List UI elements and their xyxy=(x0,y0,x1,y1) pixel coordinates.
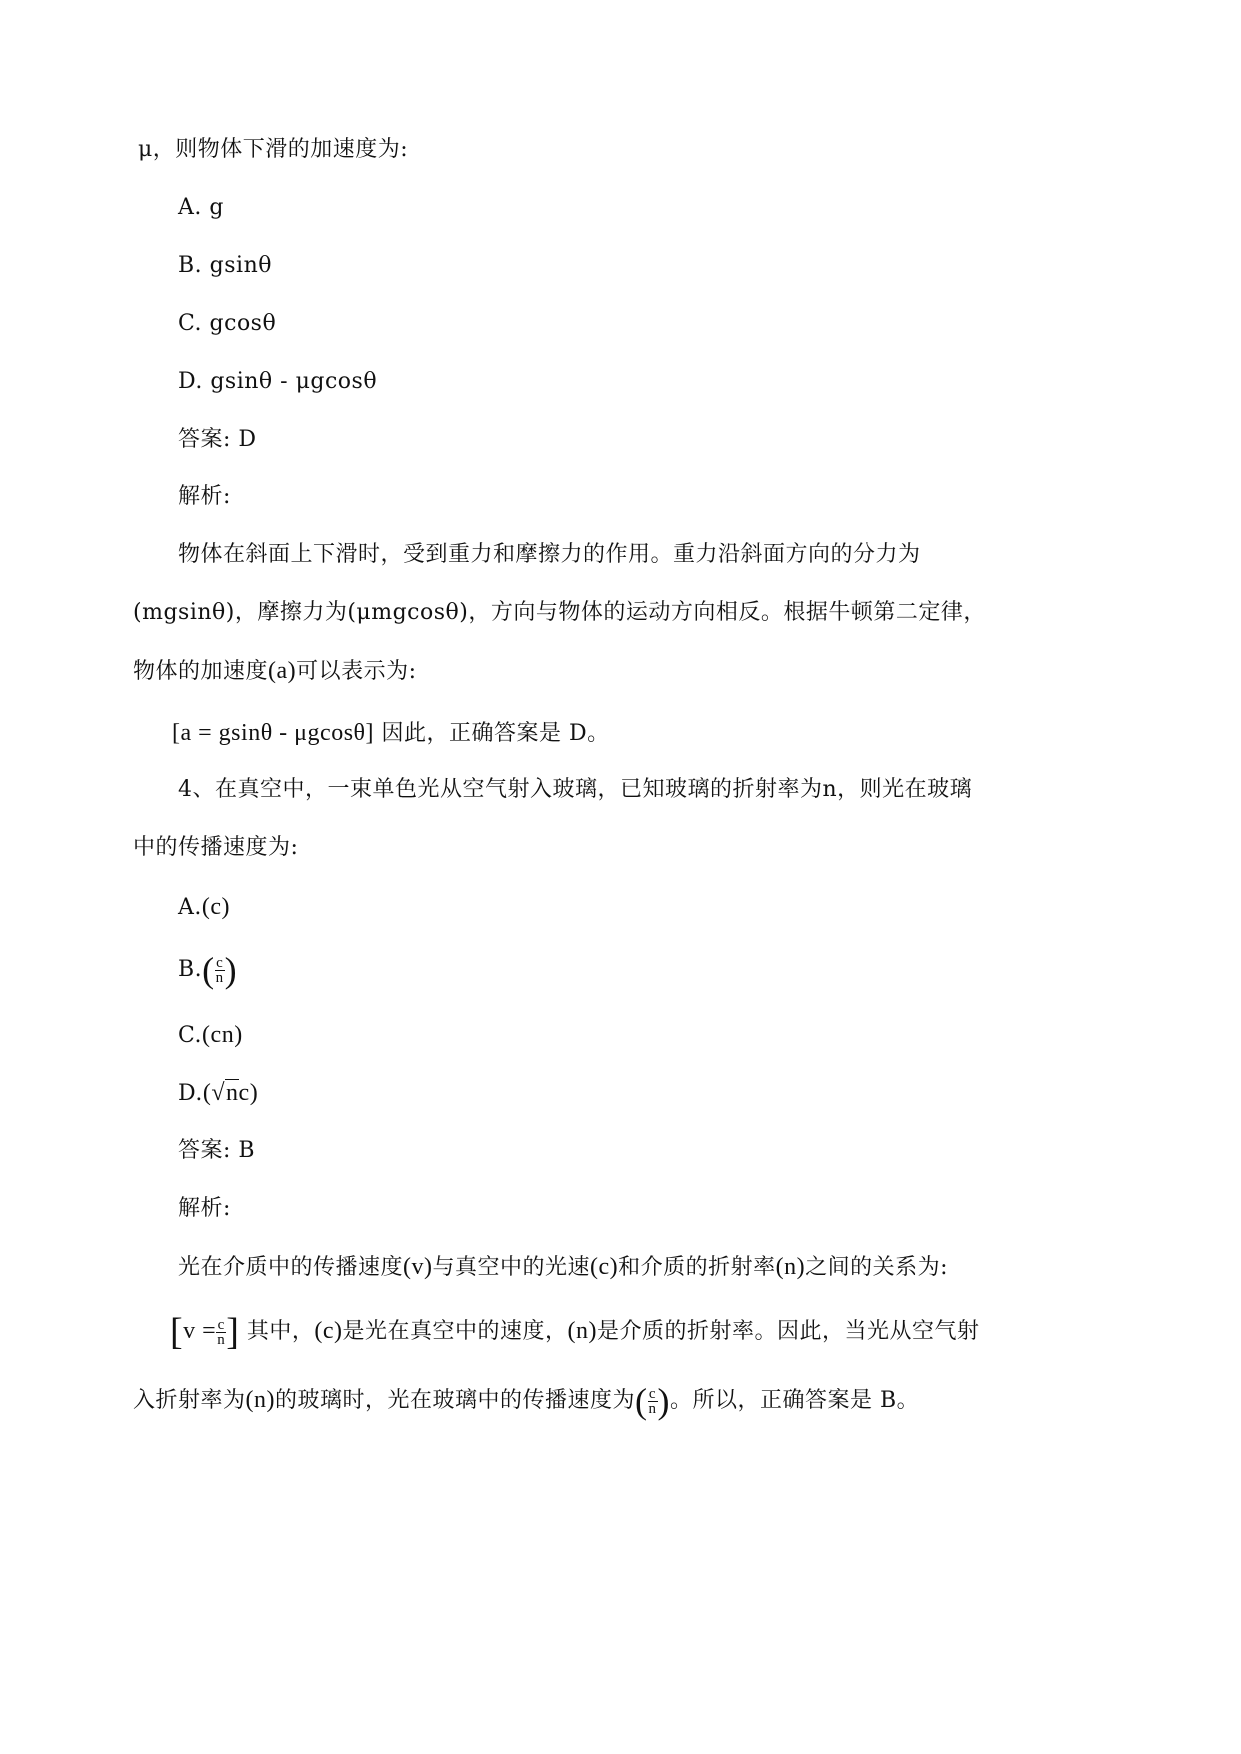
q4-analysis-line2-b: 是光在真空中的速度， xyxy=(342,1319,568,1344)
q4-line3-rparen: ) xyxy=(657,1381,671,1421)
q4-option-d xyxy=(178,1078,258,1109)
q4-option-b-label: B. xyxy=(178,957,203,982)
q4-analysis-line1-e: 之间的关系为: xyxy=(805,1255,949,1280)
q3-option-a: A. g xyxy=(178,195,224,220)
q4-option-d-tail: c xyxy=(238,1080,250,1106)
q4-option-c xyxy=(178,1020,243,1051)
q4-formula-rbracket: ] xyxy=(226,1311,240,1353)
q4-option-b-fraction xyxy=(215,956,225,985)
q4-line3-den: n xyxy=(648,1400,657,1417)
q4-analysis-line2-d: 是介质的折射率。因此，当光从空气射 xyxy=(597,1319,980,1344)
q4-formula-lhs: v = xyxy=(183,1318,217,1344)
q4-option-a xyxy=(178,892,230,923)
q3-option-d: D. gsinθ - μgcosθ xyxy=(178,369,378,394)
q4-analysis-line3 xyxy=(133,1381,920,1421)
q4-option-c-label: C. xyxy=(178,1023,203,1048)
q3-analysis-line1: 物体在斜面上下滑时，受到重力和摩擦力的作用。重力沿斜面方向的分力为 xyxy=(178,542,921,567)
q4-option-b-num: c xyxy=(216,954,224,971)
q3-formula: [a = gsinθ - μgcosθ] xyxy=(172,720,375,746)
q4-line3-num: c xyxy=(648,1385,657,1402)
q4-analysis-line2-a: 其中， xyxy=(246,1319,315,1344)
q4-option-d-sqrt: √n xyxy=(211,1080,239,1106)
q3-formula-line xyxy=(172,718,610,749)
q4-option-b xyxy=(178,950,238,990)
q4-analysis-line1 xyxy=(178,1252,948,1283)
q4-formula-fraction xyxy=(216,1318,226,1347)
q4-option-d-label: D. xyxy=(178,1081,203,1106)
q4-option-d-radicand: n xyxy=(226,1080,239,1106)
q4-option-b-rparen: ) xyxy=(224,950,238,990)
q4-var-v: (v) xyxy=(403,1254,433,1280)
q3-var-a: (a) xyxy=(268,658,297,684)
q3-option-b: B. gsinθ xyxy=(178,253,272,278)
q4-analysis-line1-a: 光在介质中的传播速度 xyxy=(178,1255,404,1280)
q4-option-b-den: n xyxy=(215,969,224,986)
q4-line3-var-n: (n) xyxy=(245,1387,275,1413)
q4-analysis-line3-c: 。所以，正确答案是 B。 xyxy=(670,1388,920,1413)
q4-option-a-value: (c) xyxy=(201,894,231,920)
q3-analysis-line3-pre: 物体的加速度 xyxy=(133,659,269,684)
q4-option-d-rparen: ) xyxy=(249,1080,259,1106)
q3-answer: 答案: D xyxy=(178,427,257,452)
q4-answer: 答案: B xyxy=(178,1138,256,1163)
q4-line3-lparen: ( xyxy=(635,1381,648,1421)
q4-var-n: (n) xyxy=(775,1254,806,1280)
q4-line3-fraction xyxy=(648,1387,658,1416)
q4-analysis-line2 xyxy=(170,1311,980,1353)
q4-stem-line1: 4、在真空中，一束单色光从空气射入玻璃，已知玻璃的折射率为n，则光在玻璃 xyxy=(178,777,973,802)
q4-analysis-label: 解析: xyxy=(178,1196,231,1221)
q3-option-c: C. gcosθ xyxy=(178,311,277,336)
q4-line2-var-c: (c) xyxy=(314,1318,343,1344)
q4-option-b-lparen: ( xyxy=(202,950,215,990)
q3-analysis-line2: (mgsinθ)，摩擦力为(μmgcosθ)，方向与物体的运动方向相反。根据牛顿第二定律， xyxy=(133,600,986,625)
q4-stem-line2: 中的传播速度为: xyxy=(133,835,299,860)
q4-analysis-line3-a: 入折射率为 xyxy=(133,1388,246,1413)
q3-analysis-line3-post: 可以表示为: xyxy=(296,659,417,684)
q4-formula-num: c xyxy=(217,1316,225,1333)
q4-option-c-value: (cn) xyxy=(202,1022,243,1048)
q4-var-c: (c) xyxy=(590,1254,619,1280)
q4-analysis-line3-b: 的玻璃时，光在玻璃中的传播速度为 xyxy=(275,1388,636,1413)
q4-line2-var-n: (n) xyxy=(567,1318,598,1344)
q4-option-a-label: A. xyxy=(178,895,202,920)
q4-option-d-lparen: ( xyxy=(202,1080,212,1106)
q4-formula-den: n xyxy=(217,1331,226,1348)
q3-conclusion: 因此，正确答案是 D。 xyxy=(381,721,610,746)
q4-analysis-line1-d: 和介质的折射率 xyxy=(618,1255,776,1280)
q3-analysis-label: 解析: xyxy=(178,484,231,509)
q4-formula-lbracket: [ xyxy=(170,1311,184,1353)
q3-stem-tail: μ，则物体下滑的加速度为: xyxy=(138,137,409,162)
q3-analysis-line3 xyxy=(133,656,417,687)
q4-analysis-line1-b: 与真空中的光速 xyxy=(432,1255,591,1280)
